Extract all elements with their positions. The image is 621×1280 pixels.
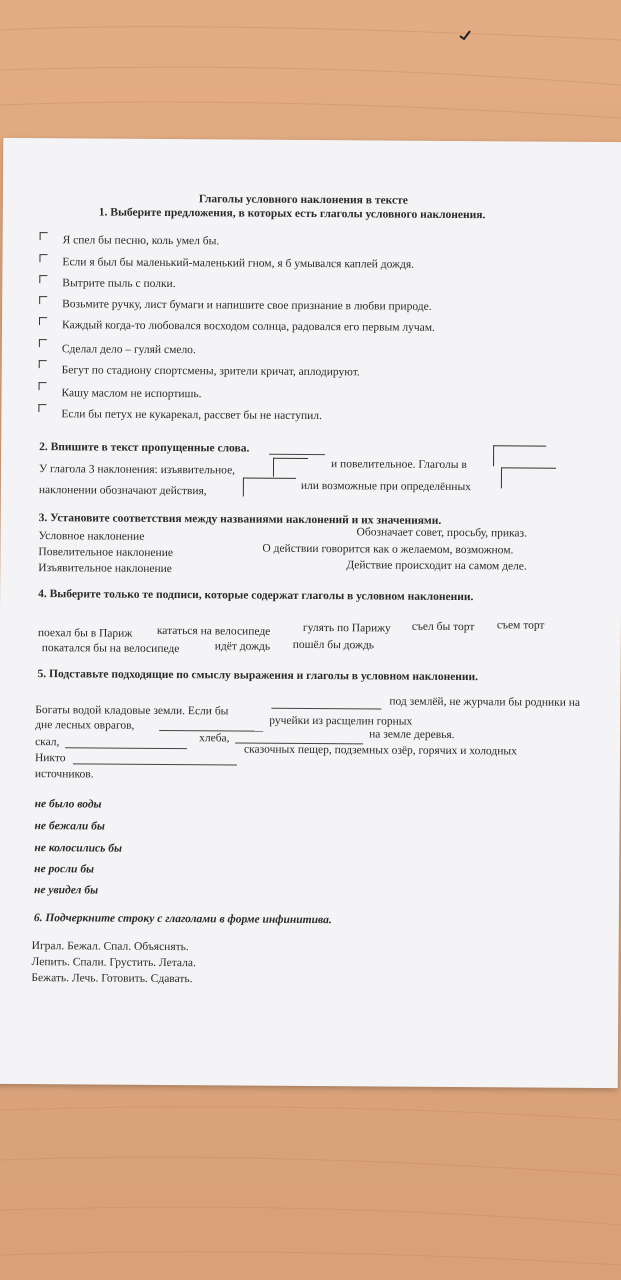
caption-option[interactable]: гулять по Парижу [302, 621, 391, 635]
task1-item: Я спел бы песню, коль умел бы. [62, 234, 220, 248]
task1-item: Если бы петух не кукарекал, рассвет бы не наступил. [61, 408, 322, 423]
caption-option[interactable]: пошёл бы дождь [292, 638, 375, 652]
answer-box-4[interactable] [501, 467, 556, 488]
task1-item: Бегут по стадиону спортсмены, зрители кричат, аплодируют. [61, 364, 360, 379]
mood-name: Условное наклонение [38, 530, 145, 543]
task1-item: Если я был бы маленький-маленький гном, я б умывался каплей дождя. [62, 256, 415, 271]
checkbox-6[interactable] [39, 339, 47, 347]
task1-item: Вытрите пыль с полки. [62, 277, 176, 291]
caption-option[interactable]: кататься на велосипеде [156, 624, 271, 638]
pencil-mark-icon [458, 28, 472, 42]
mood-meaning: О действии говорится как о желаемом, возможном. [262, 542, 514, 557]
task5-heading: 5. Подставьте подходящие по смыслу выражения и глаголы в условном наклонении. [37, 668, 479, 684]
task2-text: наклонении обозначают действия, [38, 484, 207, 498]
fill-blank[interactable] [271, 707, 381, 710]
phrase-option: не бежали бы [34, 820, 105, 833]
mood-name: Повелительное наклонение [38, 546, 174, 560]
checkbox-4[interactable] [39, 296, 47, 304]
task2-heading: 2. Впишите в текст пропущенные слова. [39, 441, 250, 455]
checkbox-9[interactable] [38, 404, 46, 412]
task2-text: У глагола 3 наклонения: изъявительное, [38, 463, 236, 477]
checkbox-8[interactable] [39, 382, 47, 390]
task5-text: на земле деревья. [369, 728, 455, 742]
fill-blank[interactable] [159, 729, 263, 732]
task5-text: источников. [34, 768, 94, 781]
caption-option[interactable]: идёт дождь [214, 640, 271, 653]
phrase-option: не росли бы [34, 863, 95, 876]
checkbox-7[interactable] [39, 360, 47, 368]
caption-option[interactable]: съем торт [496, 619, 545, 632]
fill-blank[interactable] [65, 746, 187, 749]
task3-heading: 3. Установите соответствия между названиями наклонений и их значениями. [38, 512, 442, 527]
mood-meaning: Действие происходит на самом деле. [346, 559, 527, 573]
task5-text: дне лесных оврагов, [35, 719, 135, 732]
task1-item: Сделал дело – гуляй смело. [61, 343, 196, 357]
task5-text: сказочных пещер, подземных озёр, горячих и холодных [244, 743, 517, 758]
task1-item: Возьмите ручку, лист бумаги и напишите свое признание в любви природе. [62, 298, 432, 313]
task5-text: под землёй, не журчали бы родники на [389, 695, 581, 709]
task1-item: Кашу маслом не испортишь. [61, 387, 202, 401]
task5-text: скал, [35, 736, 60, 749]
answer-box-3[interactable] [243, 478, 296, 497]
answer-box-2[interactable] [493, 445, 546, 466]
checkbox-5[interactable] [39, 317, 47, 325]
caption-option[interactable]: покатался бы на велосипеде [41, 642, 180, 656]
task2-text: и повелительное. Глаголы в [330, 458, 467, 472]
task2-text: или возможные при определённых [300, 479, 472, 494]
task1-heading: 1. Выберите предложения, в которых есть глаголы условного наклонения. [98, 206, 486, 222]
verb-line[interactable]: Лепить. Спали. Грустить. Летала. [31, 956, 196, 970]
mood-name: Изъявительное наклонение [38, 562, 172, 576]
task5-text: Никто [34, 752, 66, 765]
verb-line[interactable]: Играл. Бежал. Спал. Объяснять. [31, 940, 189, 954]
worksheet-paper [0, 138, 621, 1088]
task4-heading: 4. Выберите только те подписи, которые содержат глаголы в условном наклонении. [38, 588, 474, 604]
phrase-option: не колосились бы [34, 842, 123, 855]
checkbox-2[interactable] [39, 254, 47, 262]
task1-item: Каждый когда-то любовался восходом солнца, радовался его первым лучам. [61, 319, 435, 334]
task5-text: хлеба, [199, 732, 230, 745]
checkbox-3[interactable] [39, 275, 47, 283]
verb-line[interactable]: Бежать. Лечь. Готовить. Сдавать. [31, 972, 193, 986]
checkbox-1[interactable] [40, 232, 48, 240]
phrase-option: не было воды [34, 798, 102, 811]
caption-option[interactable]: поехал бы в Париж [37, 627, 133, 640]
answer-box-1[interactable] [273, 458, 308, 477]
fill-blank[interactable] [73, 762, 237, 765]
task6-heading: 6. Подчеркните строку с глаголами в форме инфинитива. [33, 912, 332, 927]
task5-text: Богаты водой кладовые земли. Если бы [35, 704, 229, 718]
phrase-option: не увидел бы [34, 884, 99, 897]
document-title: Глаголы условного наклонения в тексте [198, 193, 408, 207]
mood-meaning: Обозначает совет, просьбу, приказ. [356, 526, 528, 540]
task5-text: ручейки из расщелин горных [269, 714, 413, 728]
caption-option[interactable]: съел бы торт [411, 620, 475, 634]
heading-underline [269, 453, 325, 455]
